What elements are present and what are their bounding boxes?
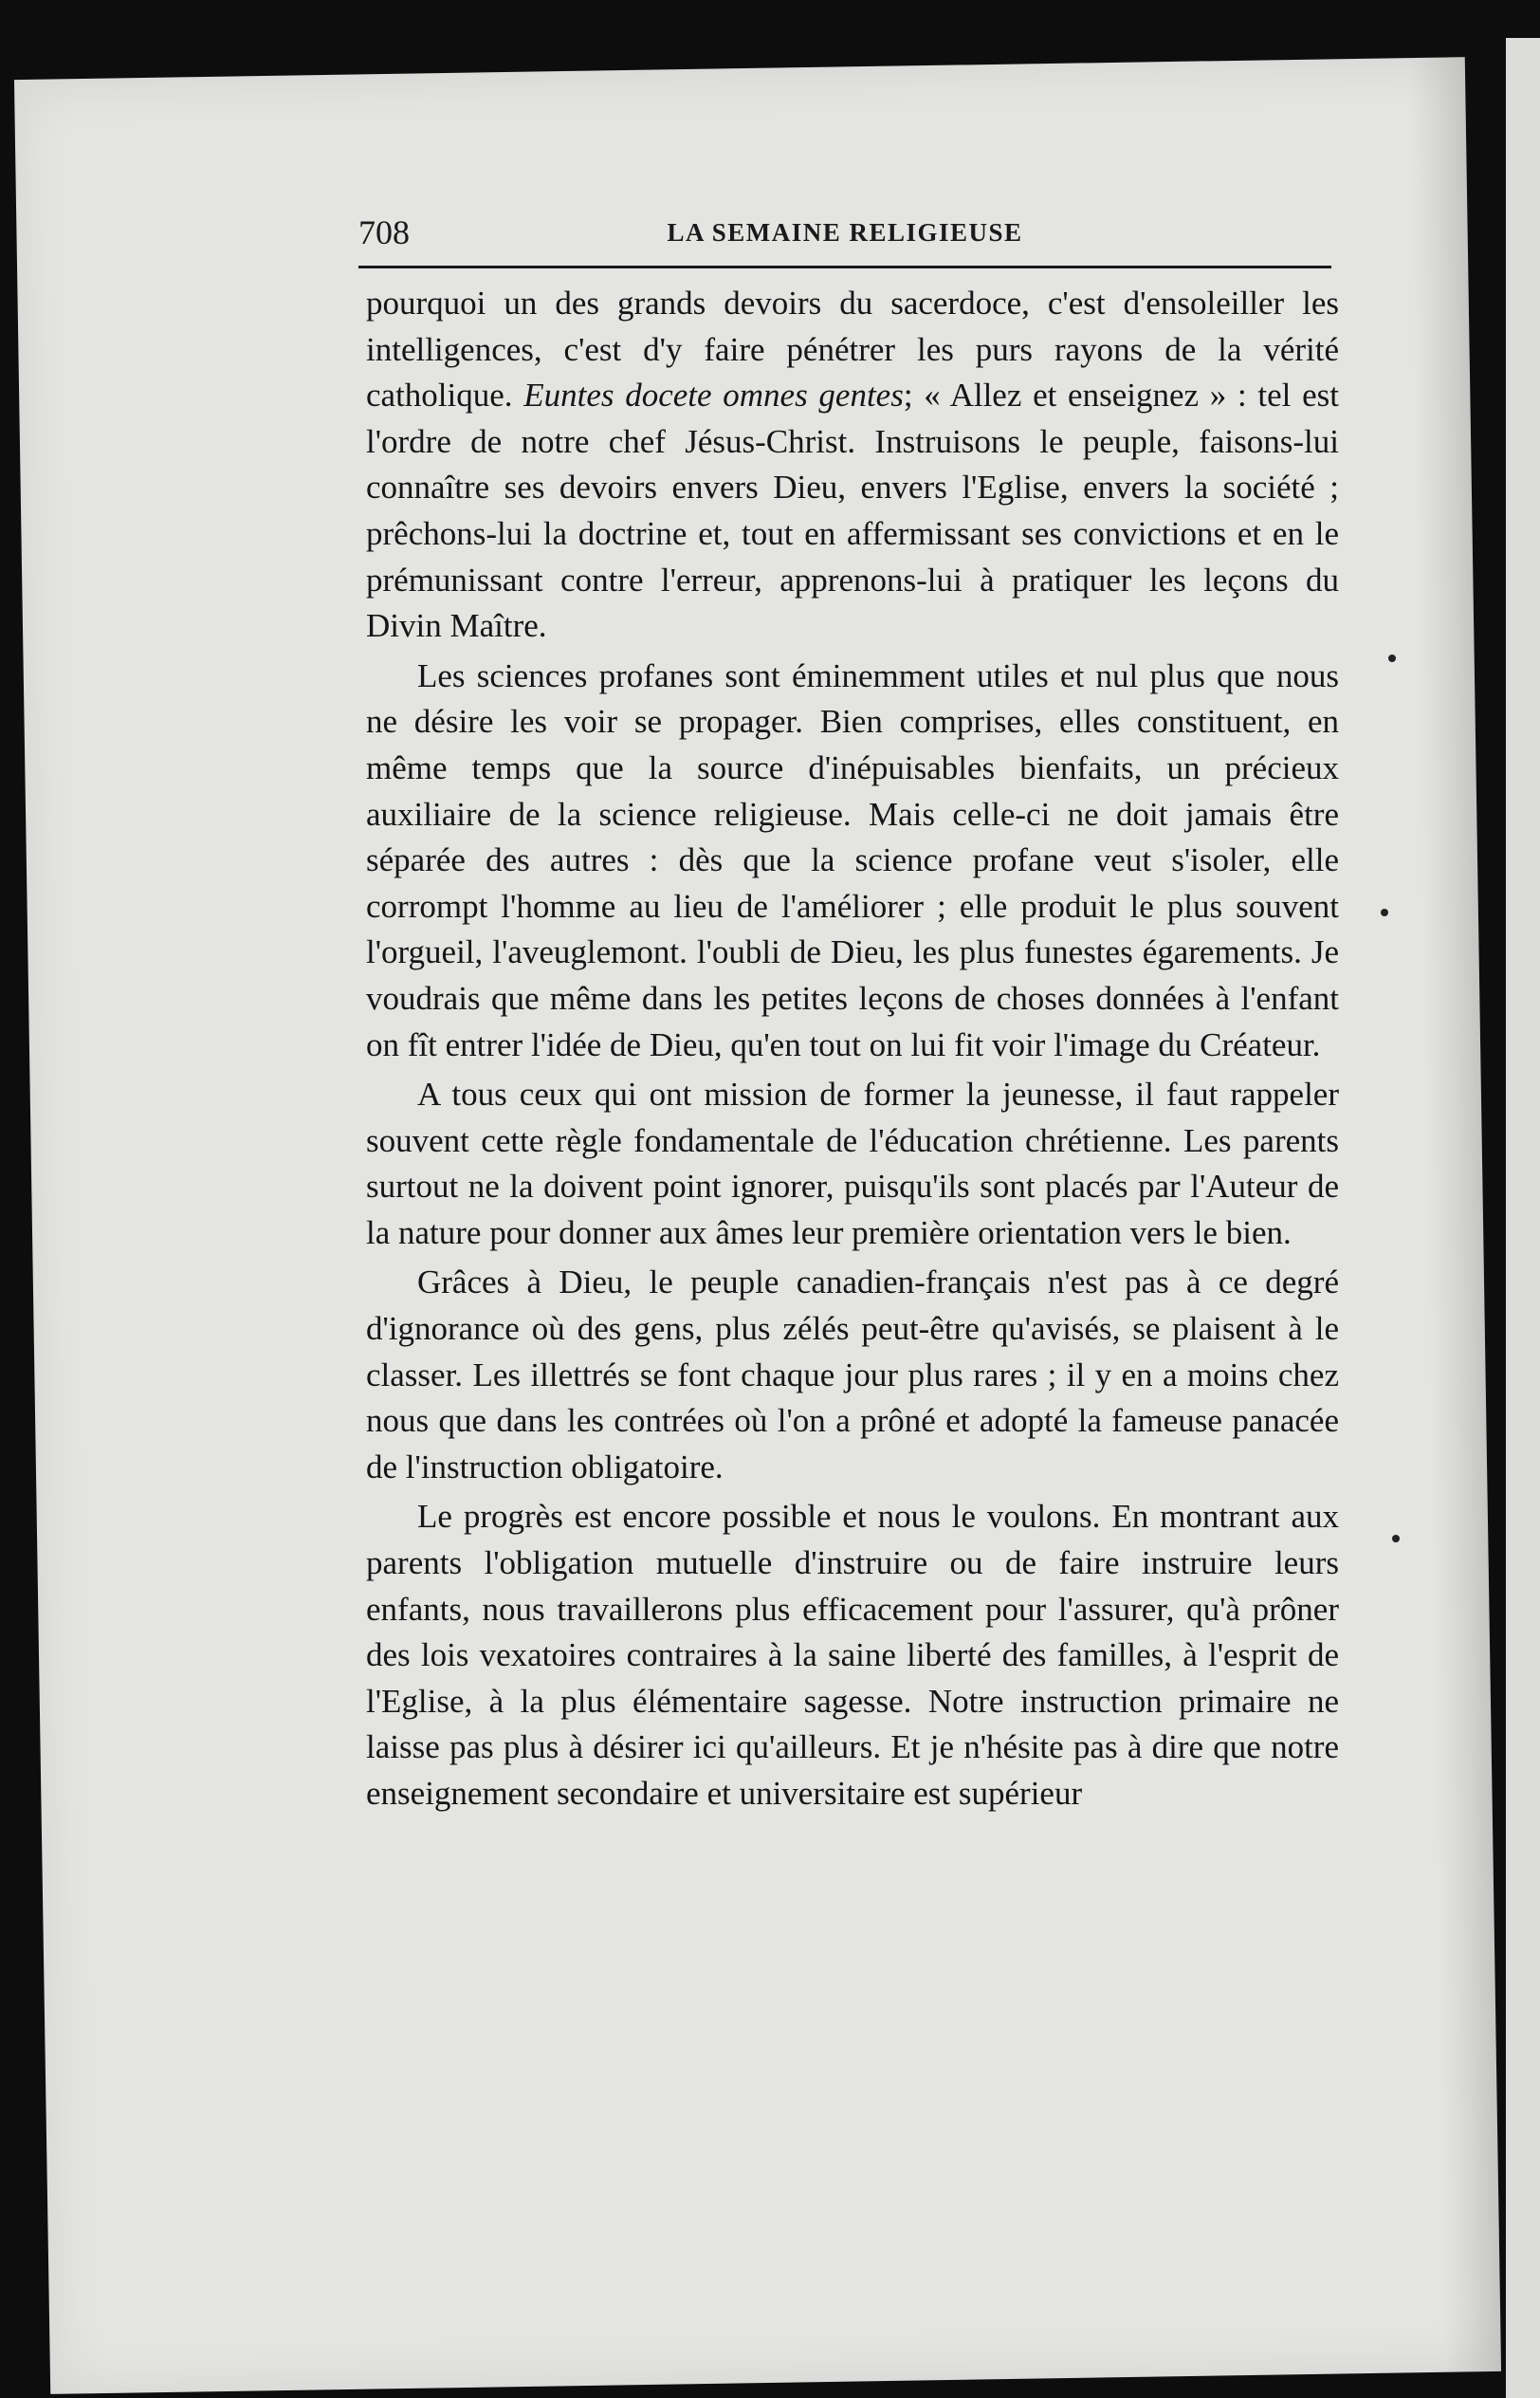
paragraph-3: A tous ceux qui ont mission de former la jeunesse, il faut rappeler souvent cette règle fondamentale de l'éducation chrétienne. Les parents surtout ne la doivent point ignorer, puisqu'ils sont placés par l'Auteur de la nature pour donner aux âmes leur première orientation vers le bien. <box>366 1076 1339 1251</box>
body-text <box>366 281 1339 1821</box>
running-title: LA SEMAINE RELIGIEUSE <box>667 218 1023 247</box>
ink-speck <box>1381 909 1388 916</box>
paragraph-5: Le progrès est encore possible et nous le voulons. En montrant aux parents l'obligation mutuelle d'instruire ou de faire instruire leurs enfants, nous travaillerons plus efficacement pour l'assurer, qu'à prôner des lois vexatoires contraires à la saine liberté des familles, à l'esprit de l'Eglise, à la plus élémentaire sagesse. Notre instruction primaire ne laisse pas plus à désirer ici qu'ailleurs. Et je n'hésite pas à dire que notre enseignement secondaire et universitaire est supérieur <box>366 1498 1339 1812</box>
page-shadow <box>1408 57 1501 2372</box>
latin-quotation: Euntes docete omnes gentes <box>523 377 904 415</box>
ink-speck <box>1388 655 1396 662</box>
paragraph-1 <box>366 281 1339 650</box>
page-number: 708 <box>358 213 410 251</box>
paragraph-1-text-end: ; « Allez et enseignez » : tel est l'ordre de notre chef Jésus-Christ. Instruisons le peuple, faisons-lui connaître ses devoirs envers Dieu, envers l'Eglise, envers la société ; prêchons-lui la doctrine et, tout en affermissant ses convictions et en le prémunissant contre l'erreur, apprenons-lui à pratiquer les leçons du Divin Maître. <box>366 377 1339 645</box>
paragraph-4: Grâces à Dieu, le peuple canadien-français n'est pas à ce degré d'ignorance où des gens, plus zélés peut-être qu'avisés, se plaisent à le classer. Les illettrés se font chaque jour plus rares ; il y en a moins chez nous que dans les contrées où l'on a prôné et adopté la fameuse panacée de l'instruction obligatoire. <box>366 1264 1339 1485</box>
ink-speck <box>1392 1535 1400 1542</box>
page-header <box>358 199 1331 268</box>
paragraph-2: Les sciences profanes sont éminemment utiles et nul plus que nous ne désire les voir se propager. Bien comprises, elles constituent, en même temps que la source d'inépuisables bienfaits, un précieux auxiliaire de la science religieuse. Mais celle-ci ne doit jamais être séparée des autres : dès que la science profane veut s'isoler, elle corrompt l'homme au lieu de l'améliorer ; elle produit le plus souvent l'orgueil, l'aveuglemont. l'oubli de Dieu, les plus funestes égarements. Je voudrais que même dans les petites leçons de choses données à l'enfant on fît entrer l'idée de Dieu, qu'en tout on lui fit voir l'image du Créateur. <box>366 656 1339 1063</box>
adjacent-page-edge <box>1493 38 1540 2398</box>
paragraph-1-text-start: pourquoi un des grands devoirs du sacerdoce, c'est d'ensoleiller les intelligences, c'est d'y faire pénétrer les purs rayons de la vérité catholique. <box>366 285 1339 415</box>
